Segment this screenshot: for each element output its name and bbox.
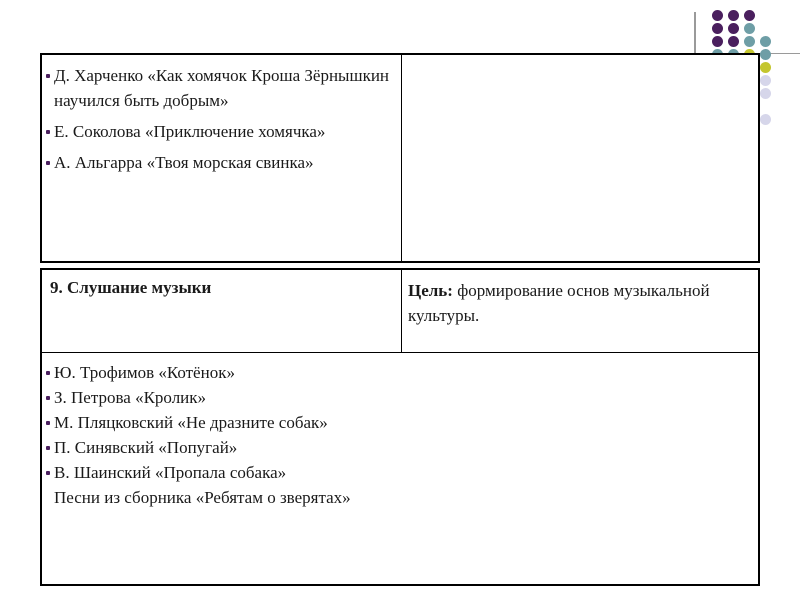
decor-dot [744,23,755,34]
goal-text: формирование основ музыкальной культуры. [408,281,710,325]
book-list [46,63,396,181]
decor-dot [728,23,739,34]
list-item: Ю. Трофимов «Котёнок» [46,360,746,385]
decor-dot [760,62,771,73]
list-item-footer: Песни из сборника «Ребятам о зверятах» [54,488,351,507]
decor-dot [760,36,771,47]
decor-dot [712,36,723,47]
table-divider [42,352,758,353]
section-title: 9. Слушание музыки [50,278,212,297]
decor-dot [744,10,755,21]
table-divider [401,270,402,352]
goal-cell [408,278,748,328]
list-item: А. Альгарра «Твоя морская свинка» [46,150,396,175]
list-item: Е. Соколова «Приключение хомячка» [46,119,396,144]
decor-dot [760,75,771,86]
goal-label: Цель: [408,281,453,300]
decor-dot [760,49,771,60]
decor-dot [728,10,739,21]
list-item: П. Синявский «Попугай» [46,435,746,460]
book-list-table [40,53,760,263]
decor-dot [728,36,739,47]
table-divider [401,55,402,261]
music-listening-table [40,268,760,586]
list-item: Д. Харченко «Как хомячок Кроша Зёрнышкин научился быть добрым» [46,63,396,113]
decor-dot [760,114,771,125]
decor-dot [712,10,723,21]
list-item: В. Шаинский «Пропала собака» [46,460,746,485]
list-item: З. Петрова «Кролик» [46,385,746,410]
decor-dot [744,36,755,47]
music-list [46,360,746,510]
decor-dot [760,88,771,99]
list-item: М. Пляцковский «Не дразните собак» [46,410,746,435]
decor-dot [712,23,723,34]
